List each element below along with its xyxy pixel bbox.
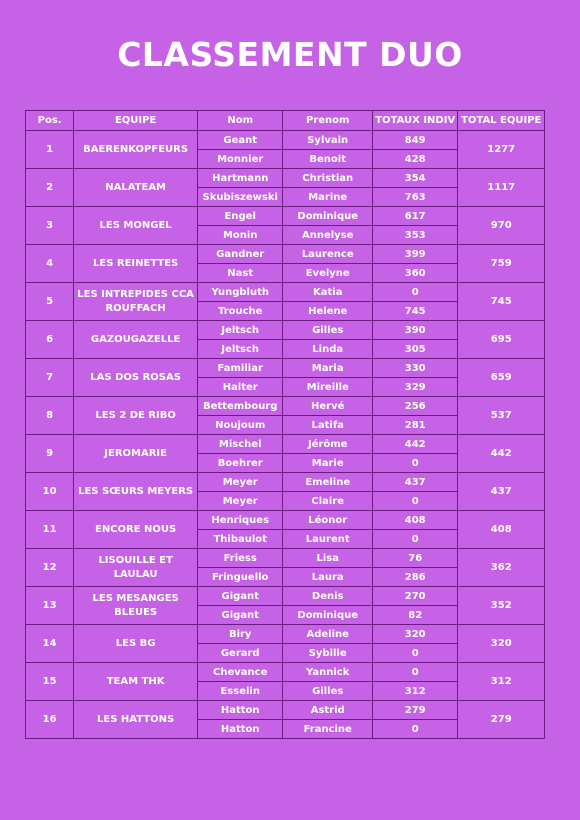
player-nom: Monin <box>197 226 282 245</box>
player-score: 0 <box>372 530 457 549</box>
player-score: 763 <box>372 188 457 207</box>
player-score: 329 <box>372 378 457 397</box>
table-row <box>26 321 545 340</box>
table-row <box>26 131 545 150</box>
player-score: 0 <box>372 663 457 682</box>
player-score: 408 <box>372 511 457 530</box>
player-nom: Jeltsch <box>197 340 282 359</box>
team-total: 695 <box>458 321 545 359</box>
player-prenom: Benoit <box>283 150 373 169</box>
player-score: 0 <box>372 720 457 739</box>
team-position: 16 <box>26 701 74 739</box>
player-score: 354 <box>372 169 457 188</box>
team-position: 2 <box>26 169 74 207</box>
player-prenom: Lisa <box>283 549 373 568</box>
player-nom: Gigant <box>197 587 282 606</box>
team-total: 279 <box>458 701 545 739</box>
team-total: 320 <box>458 625 545 663</box>
header-prenom: Prenom <box>283 111 373 131</box>
player-score: 437 <box>372 473 457 492</box>
player-score: 305 <box>372 340 457 359</box>
player-score: 0 <box>372 492 457 511</box>
team-total: 745 <box>458 283 545 321</box>
team-position: 4 <box>26 245 74 283</box>
player-nom: Bettembourg <box>197 397 282 416</box>
team-position: 1 <box>26 131 74 169</box>
player-score: 442 <box>372 435 457 454</box>
player-prenom: Gilles <box>283 682 373 701</box>
player-nom: Engel <box>197 207 282 226</box>
team-position: 5 <box>26 283 74 321</box>
player-prenom: Sybille <box>283 644 373 663</box>
player-prenom: Linda <box>283 340 373 359</box>
player-prenom: Maria <box>283 359 373 378</box>
team-total: 537 <box>458 397 545 435</box>
player-score: 82 <box>372 606 457 625</box>
player-prenom: Marie <box>283 454 373 473</box>
player-score: 312 <box>372 682 457 701</box>
table-row <box>26 435 545 454</box>
table-row <box>26 625 545 644</box>
player-nom: Fringuello <box>197 568 282 587</box>
player-nom: Hatton <box>197 701 282 720</box>
player-nom: Biry <box>197 625 282 644</box>
player-nom: Yungbluth <box>197 283 282 302</box>
player-prenom: Léonor <box>283 511 373 530</box>
player-score: 353 <box>372 226 457 245</box>
player-prenom: Astrid <box>283 701 373 720</box>
team-name: LES REINETTES <box>74 245 198 283</box>
player-prenom: Helene <box>283 302 373 321</box>
player-nom: Henriques <box>197 511 282 530</box>
player-score: 270 <box>372 587 457 606</box>
team-position: 14 <box>26 625 74 663</box>
team-name: LES BG <box>74 625 198 663</box>
player-score: 330 <box>372 359 457 378</box>
team-total: 1277 <box>458 131 545 169</box>
header-team: EQUIPE <box>74 111 198 131</box>
team-name: LES INTREPIDES CCA ROUFFACH <box>74 283 198 321</box>
player-prenom: Laurence <box>283 245 373 264</box>
page-title: CLASSEMENT DUO <box>117 35 463 74</box>
team-position: 6 <box>26 321 74 359</box>
team-position: 3 <box>26 207 74 245</box>
table-row <box>26 169 545 188</box>
team-name: TEAM THK <box>74 663 198 701</box>
player-score: 360 <box>372 264 457 283</box>
team-position: 7 <box>26 359 74 397</box>
team-position: 13 <box>26 587 74 625</box>
player-nom: Chevance <box>197 663 282 682</box>
team-total: 352 <box>458 587 545 625</box>
team-name: LES HATTONS <box>74 701 198 739</box>
player-score: 0 <box>372 283 457 302</box>
player-nom: Skubiszewski <box>197 188 282 207</box>
team-total: 362 <box>458 549 545 587</box>
player-prenom: Emeline <box>283 473 373 492</box>
header-row <box>26 111 545 131</box>
player-score: 390 <box>372 321 457 340</box>
player-nom: Meyer <box>197 492 282 511</box>
player-prenom: Annelyse <box>283 226 373 245</box>
player-nom: Gandner <box>197 245 282 264</box>
team-name: LES MESANGES BLEUES <box>74 587 198 625</box>
player-score: 256 <box>372 397 457 416</box>
header-total: TOTAL EQUIPE <box>458 111 545 131</box>
player-score: 286 <box>372 568 457 587</box>
ranking-table <box>25 110 545 739</box>
player-nom: Mischel <box>197 435 282 454</box>
player-nom: Hatton <box>197 720 282 739</box>
team-total: 312 <box>458 663 545 701</box>
team-total: 659 <box>458 359 545 397</box>
player-score: 0 <box>372 644 457 663</box>
player-nom: Trouche <box>197 302 282 321</box>
team-name: JEROMARIE <box>74 435 198 473</box>
table-row <box>26 663 545 682</box>
player-prenom: Adeline <box>283 625 373 644</box>
table-row <box>26 397 545 416</box>
table-row <box>26 283 545 302</box>
player-nom: Monnier <box>197 150 282 169</box>
player-nom: Noujoum <box>197 416 282 435</box>
player-prenom: Latifa <box>283 416 373 435</box>
player-prenom: Marine <box>283 188 373 207</box>
player-prenom: Mireille <box>283 378 373 397</box>
player-prenom: Francine <box>283 720 373 739</box>
player-score: 745 <box>372 302 457 321</box>
player-nom: Thibaulot <box>197 530 282 549</box>
team-position: 15 <box>26 663 74 701</box>
player-score: 849 <box>372 131 457 150</box>
player-nom: Gigant <box>197 606 282 625</box>
team-name: LAS DOS ROSAS <box>74 359 198 397</box>
player-prenom: Dominique <box>283 606 373 625</box>
team-total: 437 <box>458 473 545 511</box>
table-row <box>26 207 545 226</box>
player-nom: Gerard <box>197 644 282 663</box>
header-pos: Pos. <box>26 111 74 131</box>
team-position: 8 <box>26 397 74 435</box>
team-total: 442 <box>458 435 545 473</box>
player-nom: Geant <box>197 131 282 150</box>
player-score: 0 <box>372 454 457 473</box>
player-prenom: Dominique <box>283 207 373 226</box>
player-score: 279 <box>372 701 457 720</box>
team-name: LISOUILLE ET LAULAU <box>74 549 198 587</box>
player-prenom: Evelyne <box>283 264 373 283</box>
player-nom: Friess <box>197 549 282 568</box>
team-name: LES 2 DE RIBO <box>74 397 198 435</box>
player-nom: Boehrer <box>197 454 282 473</box>
player-nom: Familiar <box>197 359 282 378</box>
team-total: 408 <box>458 511 545 549</box>
table-row <box>26 245 545 264</box>
team-position: 9 <box>26 435 74 473</box>
player-prenom: Gilles <box>283 321 373 340</box>
player-prenom: Laura <box>283 568 373 587</box>
player-prenom: Christian <box>283 169 373 188</box>
team-name: LES SŒURS MEYERS <box>74 473 198 511</box>
player-prenom: Laurent <box>283 530 373 549</box>
player-score: 281 <box>372 416 457 435</box>
header-nom: Nom <box>197 111 282 131</box>
team-position: 12 <box>26 549 74 587</box>
player-prenom: Katia <box>283 283 373 302</box>
team-position: 11 <box>26 511 74 549</box>
player-nom: Nast <box>197 264 282 283</box>
player-score: 76 <box>372 549 457 568</box>
team-total: 759 <box>458 245 545 283</box>
player-nom: Hartmann <box>197 169 282 188</box>
table-row <box>26 473 545 492</box>
player-prenom: Claire <box>283 492 373 511</box>
player-score: 428 <box>372 150 457 169</box>
player-nom: Meyer <box>197 473 282 492</box>
team-total: 970 <box>458 207 545 245</box>
team-position: 10 <box>26 473 74 511</box>
player-score: 617 <box>372 207 457 226</box>
player-prenom: Jérôme <box>283 435 373 454</box>
team-name: NALATEAM <box>74 169 198 207</box>
team-name: LES MONGEL <box>74 207 198 245</box>
team-total: 1117 <box>458 169 545 207</box>
table-row <box>26 359 545 378</box>
team-name: ENCORE NOUS <box>74 511 198 549</box>
player-prenom: Denis <box>283 587 373 606</box>
player-prenom: Yannick <box>283 663 373 682</box>
table-row <box>26 549 545 568</box>
team-name: GAZOUGAZELLE <box>74 321 198 359</box>
player-prenom: Sylvain <box>283 131 373 150</box>
team-name: BAERENKOPFEURS <box>74 131 198 169</box>
player-nom: Halter <box>197 378 282 397</box>
table-row <box>26 511 545 530</box>
header-indiv: TOTAUX INDIV <box>372 111 457 131</box>
ranking-body <box>26 131 545 739</box>
player-nom: Esselin <box>197 682 282 701</box>
table-row <box>26 587 545 606</box>
table-row <box>26 701 545 720</box>
player-prenom: Hervé <box>283 397 373 416</box>
player-nom: Jeltsch <box>197 321 282 340</box>
player-score: 320 <box>372 625 457 644</box>
player-score: 399 <box>372 245 457 264</box>
